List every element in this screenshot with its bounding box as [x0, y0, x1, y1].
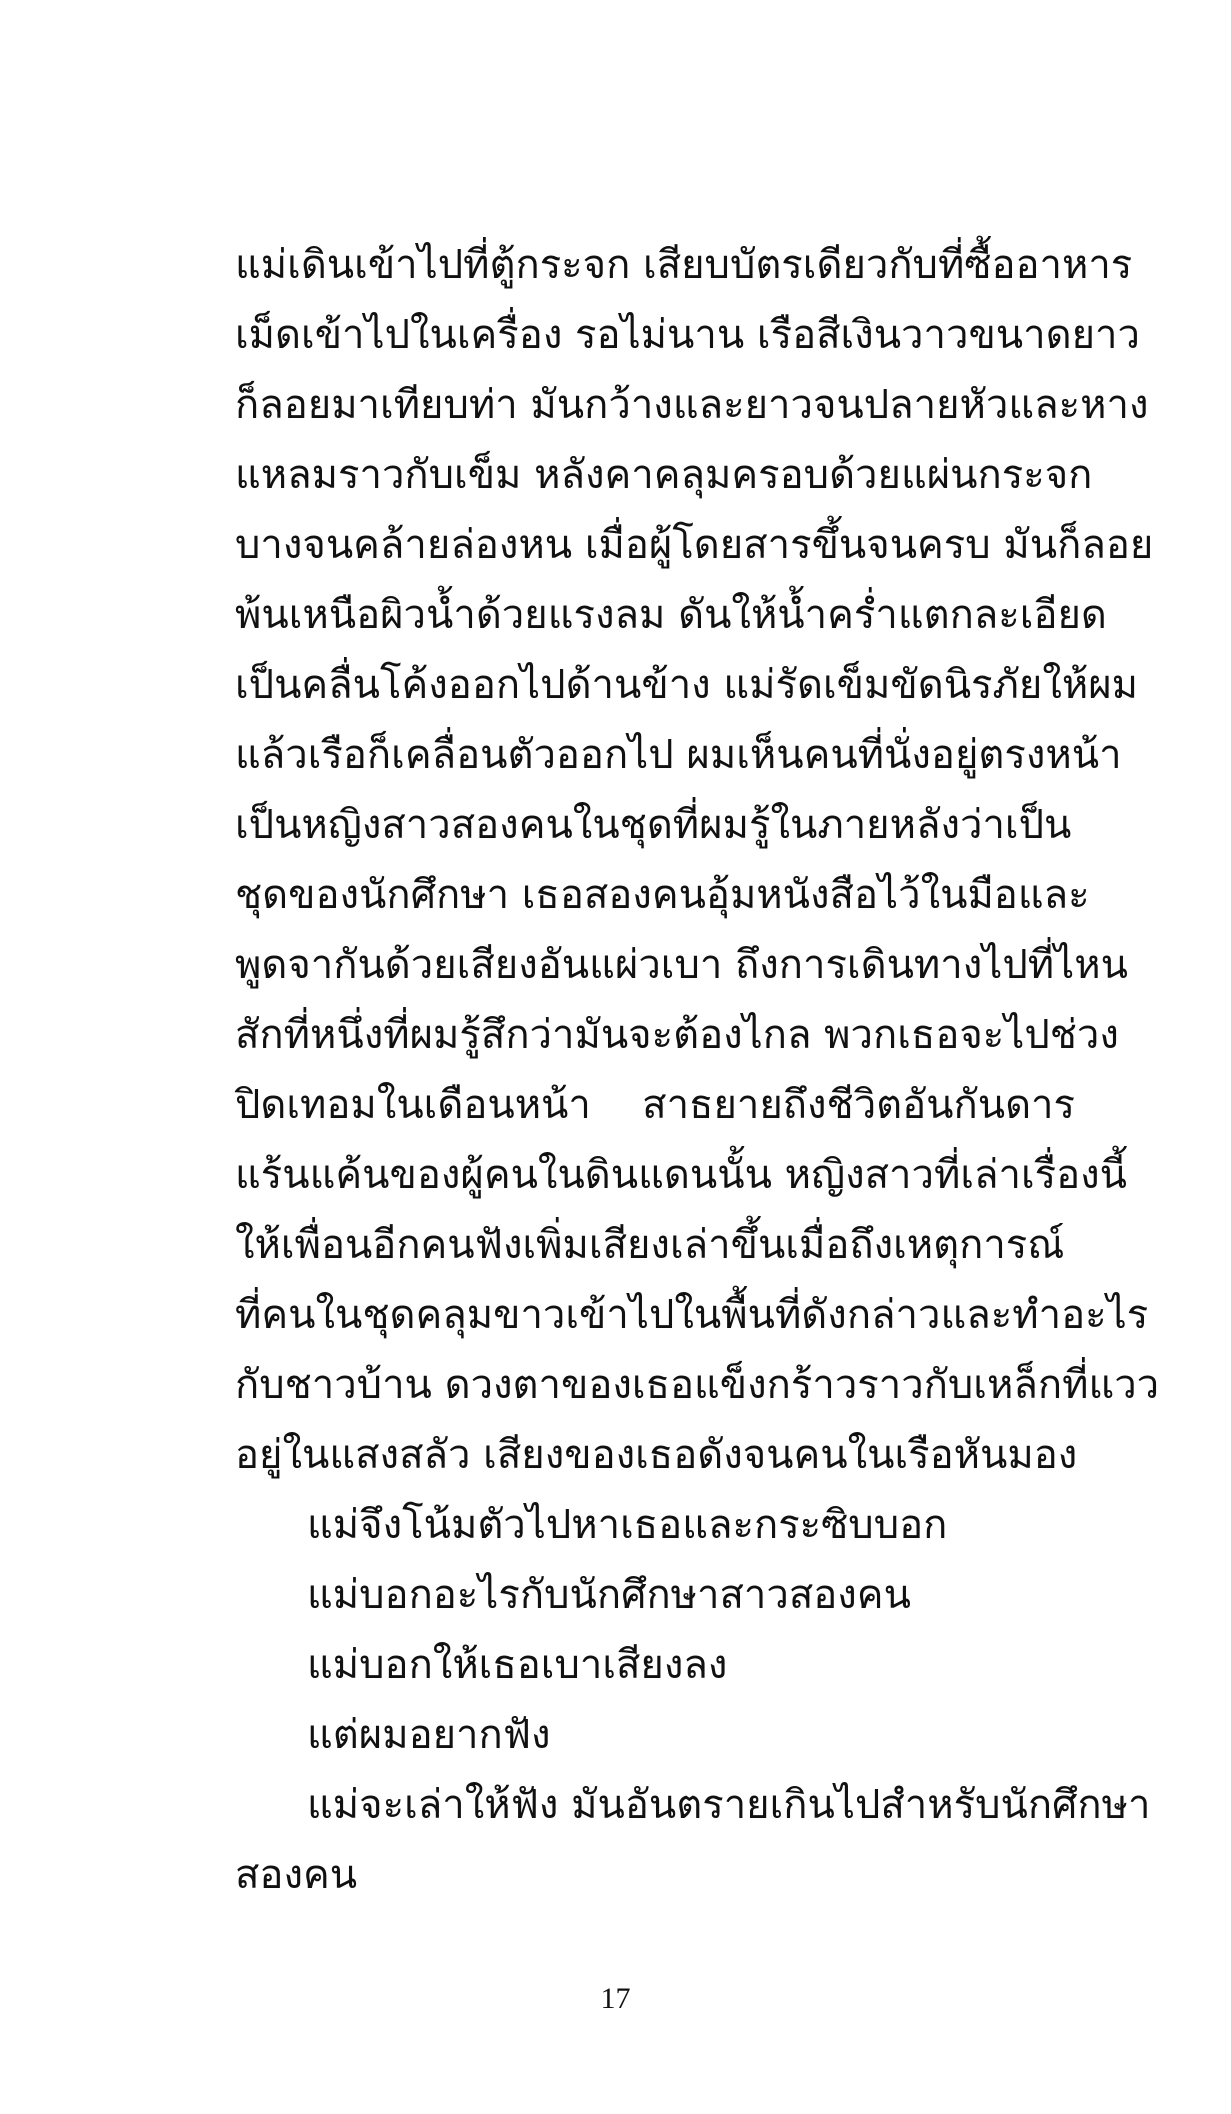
dialogue-line: แม่บอกให้เธอเบาเสียงลง	[307, 1642, 728, 1688]
text-line: แร้นแค้นของผู้คนในดินแดนนั้น หญิงสาวที่เล่าเรื่องนี้	[235, 1152, 1128, 1198]
text-line: เป็นหญิงสาวสองคนในชุดที่ผมรู้ในภายหลังว่าเป็น	[235, 802, 1072, 848]
text-line: เม็ดเข้าไปในเครื่อง รอไม่นาน เรือสีเงินวาวขนาดยาว	[235, 312, 1140, 358]
dialogue-line: แม่จึงโน้มตัวไปหาเธอและกระซิบบอก	[307, 1502, 948, 1548]
dialogue-line: แม่จะเล่าให้ฟัง มันอันตรายเกินไปสำหรับนักศึกษา	[307, 1782, 1151, 1828]
dialogue-line: สองคน	[235, 1852, 358, 1898]
page-number: 17	[600, 1982, 631, 2015]
text-line: ปิดเทอมในเดือนหน้า สาธยายถึงชีวิตอันกันดาร	[235, 1082, 1075, 1128]
text-line: ให้เพื่อนอีกคนฟังเพิ่มเสียงเล่าขึ้นเมื่อถึงเหตุการณ์	[235, 1222, 1065, 1268]
text-line: แล้วเรือก็เคลื่อนตัวออกไป ผมเห็นคนที่นั่งอยู่ตรงหน้า	[235, 732, 1122, 778]
text-line: แหลมราวกับเข็ม หลังคาคลุมครอบด้วยแผ่นกระจก	[235, 452, 1093, 498]
text-line: แม่เดินเข้าไปที่ตู้กระจก เสียบบัตรเดียวกับที่ซื้ออาหาร	[235, 242, 1133, 288]
text-line: ชุดของนักศึกษา เธอสองคนอุ้มหนังสือไว้ในมือและ	[235, 872, 1090, 918]
dialogue-line: แต่ผมอยากฟัง	[307, 1712, 551, 1758]
text-line: กับชาวบ้าน ดวงตาของเธอแข็งกร้าวราวกับเหล็กที่แวว	[235, 1362, 1160, 1408]
dialogue-line: แม่บอกอะไรกับนักศึกษาสาวสองคน	[307, 1572, 911, 1618]
text-line: พ้นเหนือผิวน้ำด้วยแรงลม ดันให้น้ำคร่ำแตกละเอียด	[235, 592, 1107, 638]
text-line: ก็ลอยมาเทียบท่า มันกว้างและยาวจนปลายหัวและหาง	[235, 382, 1149, 428]
body-text	[235, 230, 1160, 1910]
text-line: ที่คนในชุดคลุมขาวเข้าไปในพื้นที่ดังกล่าวและทำอะไร	[235, 1292, 1149, 1338]
text-line: เป็นคลื่นโค้งออกไปด้านข้าง แม่รัดเข็มขัดนิรภัยให้ผม	[235, 662, 1139, 708]
text-line: พูดจากันด้วยเสียงอันแผ่วเบา ถึงการเดินทางไปที่ไหน	[235, 942, 1128, 988]
text-line: บางจนคล้ายล่องหน เมื่อผู้โดยสารขึ้นจนครบ มันก็ลอย	[235, 522, 1154, 568]
text-line: อยู่ในแสงสลัว เสียงของเธอดังจนคนในเรือหันมอง	[235, 1432, 1078, 1478]
text-line: สักที่หนึ่งที่ผมรู้สึกว่ามันจะต้องไกล พวกเธอจะไปช่วง	[235, 1012, 1119, 1058]
